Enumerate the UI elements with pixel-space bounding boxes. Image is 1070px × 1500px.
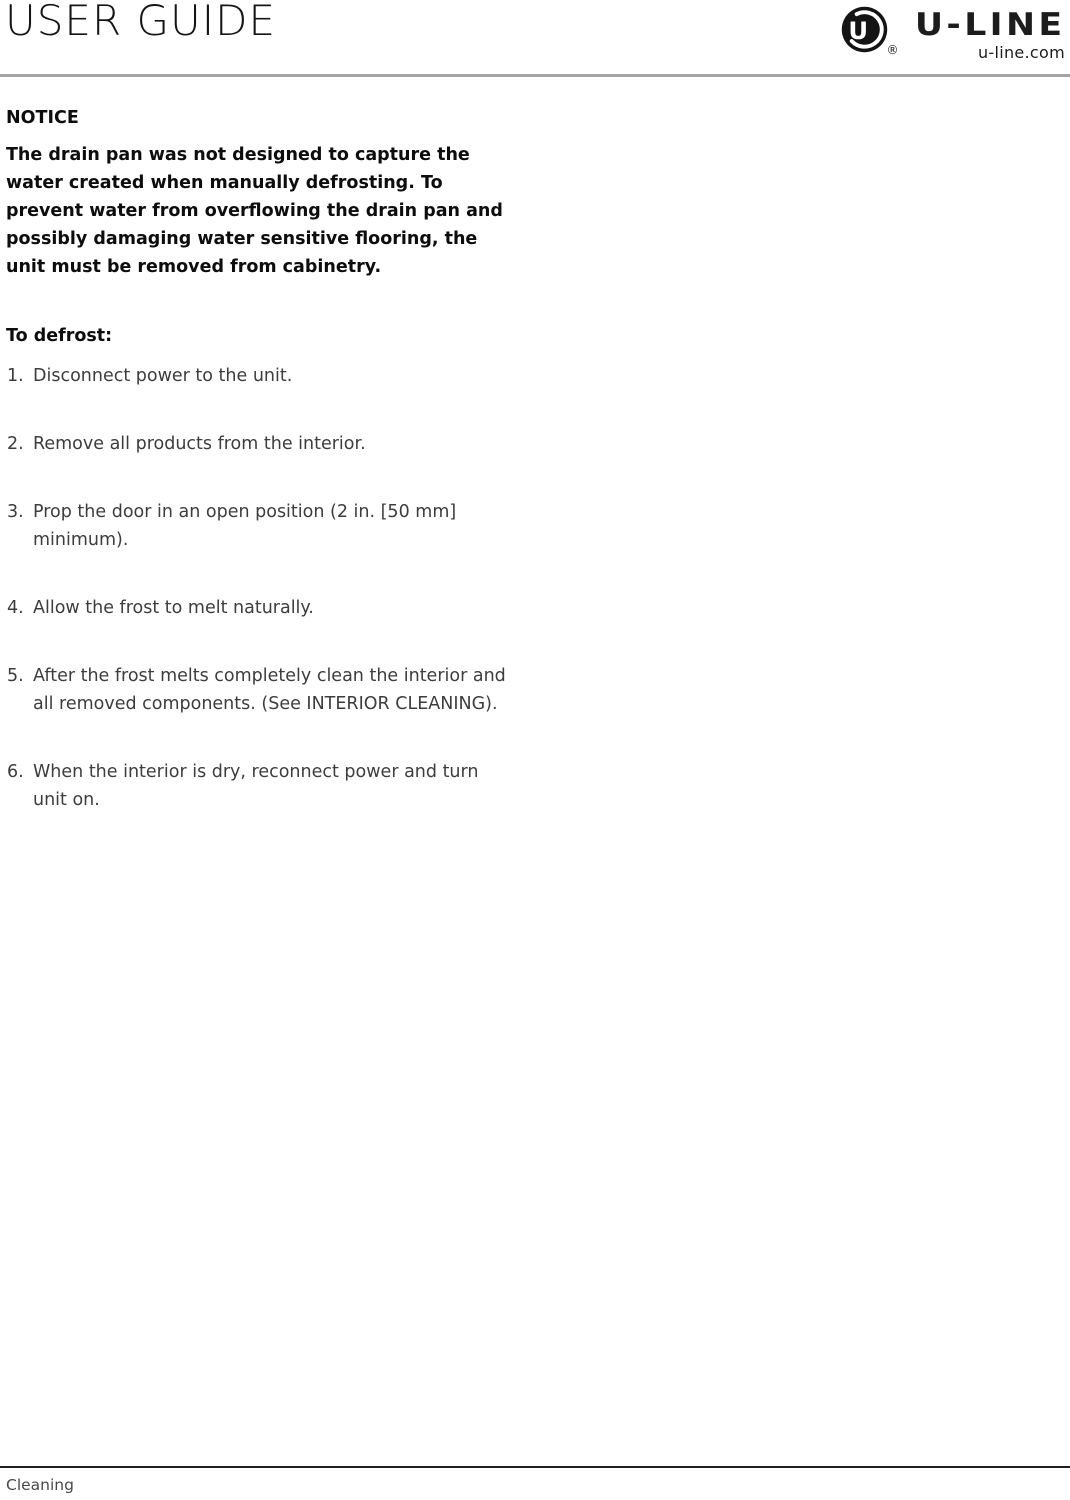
footer-divider	[0, 1466, 1070, 1468]
defrost-step-5: After the frost melts completely clean the interior and all removed components. (See INTERIOR CLEANING).	[33, 666, 506, 714]
svg-text:U: U	[847, 15, 868, 45]
website-url: u-line.com	[977, 43, 1065, 62]
uline-monogram-icon	[841, 6, 901, 62]
page-title: USER GUIDE	[5, 0, 277, 45]
defrost-step-2: Remove all products from the interior.	[33, 434, 366, 454]
defrost-heading: To defrost:	[6, 326, 113, 346]
defrost-steps-list	[6, 362, 512, 814]
defrost-step-6: When the interior is dry, reconnect power and turn unit on.	[33, 762, 479, 810]
uline-logo-text	[914, 7, 1065, 62]
notice-heading: NOTICE	[6, 108, 79, 128]
main-content	[6, 104, 512, 854]
defrost-step-3: Prop the door in an open position (2 in. [50 mm] minimum).	[33, 502, 457, 550]
defrost-step-1: Disconnect power to the unit.	[33, 366, 293, 386]
registered-trademark: ®	[886, 43, 899, 57]
footer-section-label: Cleaning	[6, 1476, 74, 1494]
header-divider	[0, 74, 1070, 77]
uline-wordmark: U-LINE	[914, 7, 1065, 43]
uline-logo	[841, 6, 1065, 62]
notice-body: The drain pan was not designed to capture the water created when manually defrosting. To prevent water from overflowing the drain pan and possibly damaging water sensitive flooring, the unit must be removed from cabinetry.	[6, 145, 503, 277]
defrost-step-4: Allow the frost to melt naturally.	[33, 598, 314, 618]
